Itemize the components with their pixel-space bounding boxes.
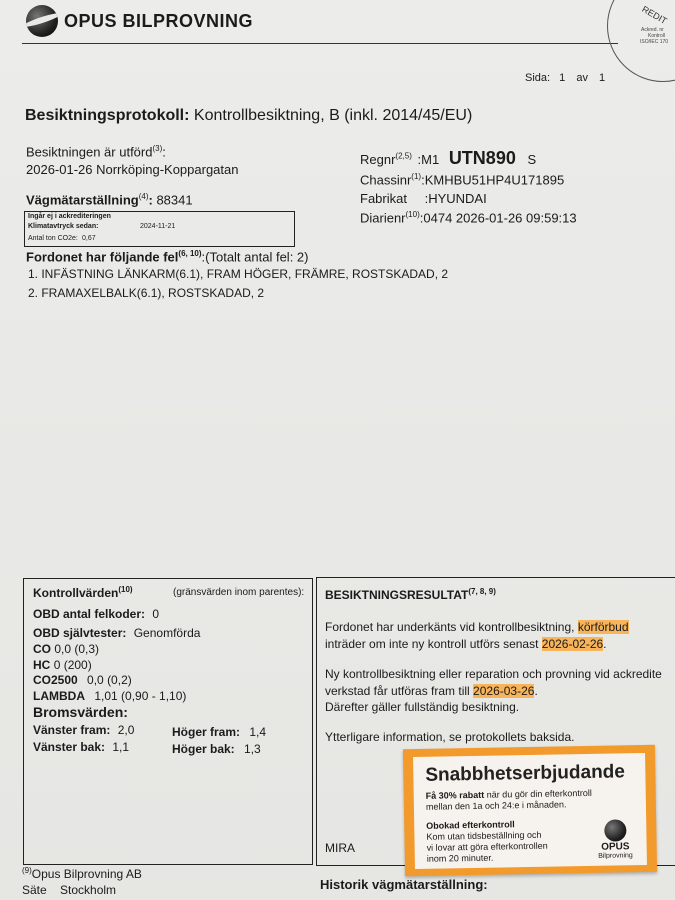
promo-sub-title: Obokad efterkontroll [426, 819, 515, 831]
promo-line1 [426, 788, 592, 801]
right-rear-label: Höger bak: [172, 742, 235, 756]
result-p1-c: . [603, 637, 607, 651]
result-p2-line3: Därefter gäller fullständig besiktning. [325, 700, 520, 714]
left-rear-label: Vänster bak: [33, 740, 106, 754]
result-p2-b: verkstad får utföras fram till [325, 684, 474, 698]
control-values-title [33, 585, 133, 600]
faults-heading-text: Fordonet har följande fel [26, 249, 179, 265]
title-bold: Besiktningsprotokoll: [25, 107, 190, 124]
signature: MIRA [325, 841, 355, 855]
promo-sub1: Kom utan tidsbeställning och [426, 829, 542, 842]
climate-line-2-value: 2024-11-21 [140, 223, 176, 230]
climate-line-1: Ingår ej i ackrediteringen [28, 213, 111, 220]
opus-logo [26, 5, 253, 37]
hc-value: 0 (200) [53, 658, 92, 672]
promo-opus-logo [598, 819, 633, 860]
co-label: CO [33, 642, 51, 656]
performed-value: 2026-01-26 Norrköping-Koppargatan [26, 162, 239, 177]
faults-total: :(Totalt antal fel: 2) [201, 249, 309, 265]
lambda-label: LAMBDA [33, 689, 85, 703]
result-p1-a: Fordonet har underkänts vid kontrollbesiktning, [325, 620, 578, 634]
page-label: Sida: [525, 72, 551, 84]
page-indicator [525, 72, 605, 84]
control-values-title-text: Kontrollvärden [33, 586, 119, 600]
make-label: Fabrikat [360, 191, 407, 206]
co2500-label: CO2500 [33, 673, 78, 687]
company-text: Opus Bilprovning AB [31, 867, 142, 881]
make-row [360, 191, 487, 206]
history-title: Historik vägmätarställning: [320, 877, 488, 892]
result-title [325, 587, 496, 602]
logo-text: OPUS BILPROVNING [64, 10, 254, 31]
regnr-sup: (2,5) [395, 151, 412, 161]
deadline-highlight: 2026-02-26 [541, 637, 604, 651]
company-name [22, 866, 142, 881]
lambda-value: 1,01 (0,90 - 1,10) [94, 689, 187, 703]
climate-box [24, 211, 295, 247]
chassis-row: Chassinr$^{(1)}$:KMHBU51HP4U171895 [360, 172, 565, 188]
result-p2-line2 [325, 684, 538, 698]
result-title-text: BESIKTNINGSRESULTAT [325, 588, 469, 602]
promo-line1-bold: Få 30% rabatt [425, 789, 485, 801]
obd-self-label: OBD självtester: [33, 626, 127, 640]
promo-sticker [403, 745, 657, 876]
co-value: 0,0 (0,3) [54, 642, 100, 656]
driving-ban-highlight: körförbud [577, 620, 629, 634]
company-seat [22, 883, 116, 897]
page-total: 1 [599, 72, 606, 84]
promo-brand: OPUS [601, 841, 630, 853]
left-rear-row [33, 740, 129, 754]
fault-item: 1. INFÄSTNING LÄNKARM(6.1), FRAM HÖGER, FRÄMRE, ROSTSKADAD, 2 [28, 267, 449, 281]
result-p2-line1: Ny kontrollbesiktning eller reparation och provning vid ackredite [325, 667, 662, 681]
opus-globe-icon [26, 5, 58, 37]
seal-line-2: Kontroll [648, 33, 665, 39]
right-front-row [172, 725, 266, 739]
result-p1-line1 [325, 620, 629, 634]
chassis-sup: (1) [411, 172, 422, 181]
left-front-row [33, 723, 134, 737]
diary-row: Diarienr$^{(10)}$:0474 2026-01-26 09:59:13 [360, 210, 577, 226]
left-rear-value: 1,1 [112, 740, 130, 754]
climate-line-2-label: Klimatavtryck sedan: [28, 223, 99, 230]
odometer-label: Vägmätarställning [26, 192, 139, 208]
obd-faults-label: OBD antal felkoder: [33, 607, 146, 621]
promo-line1-rest: när du gör din efterkontroll [484, 787, 592, 800]
diary-value: 0474 2026-01-26 09:59:13 [423, 210, 577, 226]
control-values-note: (gränsvärden inom parentes): [173, 587, 305, 598]
left-front-value: 2,0 [117, 723, 135, 737]
brake-title: Bromsvärden: [33, 704, 128, 720]
co2500-value: 0,0 (0,2) [87, 673, 132, 687]
page-number: 1 [559, 72, 566, 84]
right-front-label: Höger fram: [172, 725, 241, 739]
promo-sub3: inom 20 minuter. [426, 852, 494, 864]
result-p1-line2 [325, 637, 607, 651]
co2500-row [33, 673, 132, 687]
performed-label-text: Besiktningen är utförd [26, 144, 153, 160]
seat-value: Stockholm [60, 883, 117, 897]
right-rear-row [172, 742, 261, 756]
hc-row [33, 658, 92, 672]
right-rear-value: 1,3 [244, 742, 261, 756]
regnr-row: Regnr$^{(2,5)}$ :M1 UTN890 S [360, 148, 537, 168]
chassis-label: Chassinr [360, 172, 412, 188]
diary-label: Diarienr [360, 210, 406, 226]
fault-item: 2. FRAMAXELBALK(6.1), ROSTSKADAD, 2 [28, 286, 265, 300]
promo-opus-globe-icon [604, 819, 626, 841]
regnr-class: M1 [421, 152, 440, 167]
result-title-sup: (7, 8, 9) [468, 587, 496, 596]
obd-self-value: Genomförda [133, 626, 201, 640]
company-sup: (9) [22, 866, 32, 875]
climate-line-3-value: 0,67 [82, 235, 96, 242]
right-front-value: 1,4 [249, 725, 267, 739]
result-p2-c: . [534, 684, 538, 698]
workshop-date-highlight: 2026-03-26 [473, 684, 535, 698]
chassis-value: KMHBU51HP4U171895 [424, 172, 565, 188]
seal-line-1: Ackred. nr [641, 27, 664, 33]
odometer-sup: (4) [138, 192, 149, 201]
promo-line2: mellan den 1a och 24:e i månaden. [425, 799, 567, 812]
protocol-title [25, 107, 472, 125]
title-rest: Kontrollbesiktning, B (inkl. 2014/45/EU) [193, 107, 473, 124]
control-values-sup: (10) [118, 585, 133, 594]
regnr-value: UTN890 [448, 148, 516, 168]
regnr-suffix: S [527, 152, 537, 167]
performed-sup: (3) [152, 144, 163, 153]
result-p3: Ytterligare information, se protokollets baksida. [325, 730, 575, 744]
left-front-label: Vänster fram: [33, 723, 111, 737]
obd-faults-row [33, 607, 159, 621]
co-row [33, 642, 99, 656]
regnr-label: Regnr [360, 152, 396, 167]
odometer-row: Vägmätarställning$^{(4)}$: 88341 [26, 192, 193, 208]
obd-faults-value: 0 [152, 607, 160, 621]
page-of: av [576, 72, 588, 84]
seat-label: Säte [22, 883, 47, 897]
promo-title: Snabbhetserbjudande [425, 761, 626, 786]
seal-arc-text: REDIT [640, 3, 669, 27]
make-value: :HYUNDAI [424, 191, 487, 206]
seal-line-3: ISO/IEC 170 [640, 39, 669, 45]
result-p1-b: inträder om inte ny kontroll utförs senast [325, 637, 542, 651]
control-values-panel [23, 578, 313, 865]
header-divider [22, 43, 618, 44]
faults-heading [26, 249, 308, 264]
diary-sup: (10) [405, 210, 420, 219]
odometer-value: 88341 [156, 192, 193, 208]
faults-heading-sup: (6, 10) [178, 249, 202, 258]
promo-inner [413, 753, 647, 869]
performed-label: Besiktningen är utförd$^{(3)}$: [26, 144, 166, 160]
obd-self-row [33, 626, 200, 640]
promo-brand-sub: Bilprovning [598, 852, 633, 860]
hc-label: HC [33, 658, 51, 672]
lambda-row [33, 689, 186, 703]
promo-sub2: vi lovar att göra efterkontrollen [426, 840, 548, 853]
climate-line-3-label: Antal ton CO2e: [28, 235, 78, 242]
